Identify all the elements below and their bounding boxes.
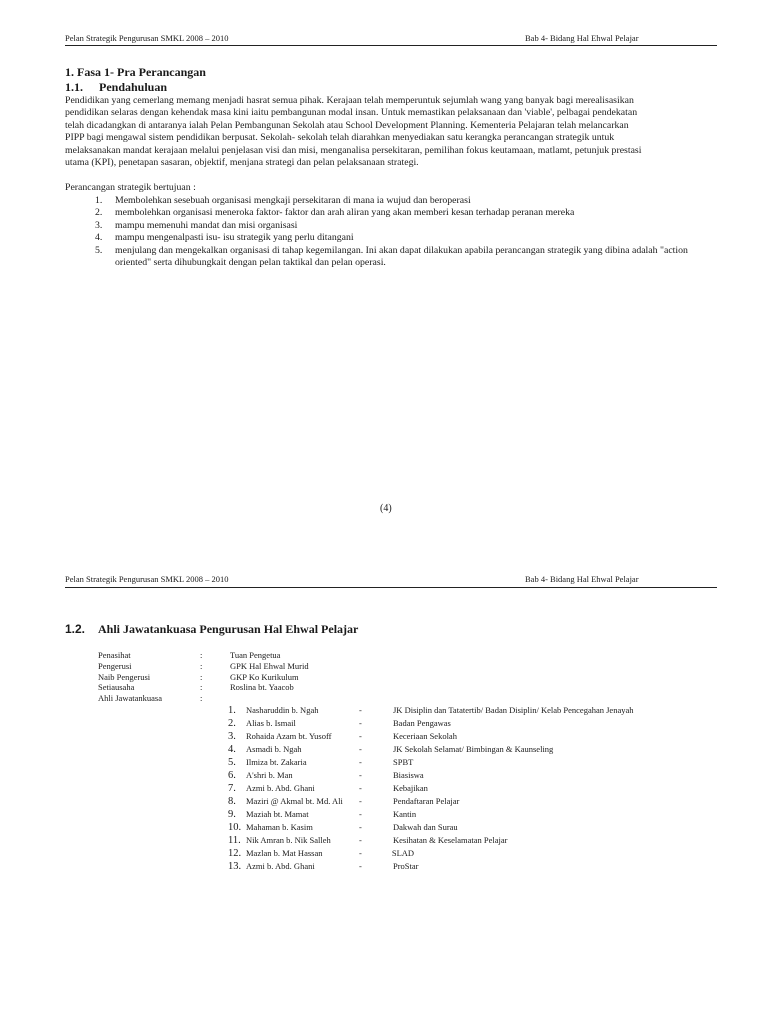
member-dash: - — [359, 731, 362, 741]
member-row — [228, 757, 634, 770]
member-dash — [359, 848, 524, 858]
member-duty: Kebajikan — [393, 783, 428, 793]
member-number: 3. — [228, 731, 236, 742]
member-name: Azmi b. Abd. Ghani — [246, 783, 315, 793]
role-colon: : — [200, 693, 203, 704]
member-number: 12. — [228, 848, 242, 859]
member-duty: SLAD — [391, 848, 415, 858]
member-number: 8. — [228, 796, 236, 807]
member-duty: Kesihatan & Keselamatan Pelajar — [393, 835, 508, 845]
list-item-number: 2. — [95, 207, 103, 219]
member-dash: - — [359, 861, 362, 871]
member-row — [228, 796, 634, 809]
member-duty: Badan Pengawas — [393, 718, 451, 728]
heading-1-1-title: Pendahuluan — [99, 80, 168, 94]
page-number: (4) — [380, 503, 392, 514]
member-name: Nik Amran b. Nik Salleh — [246, 835, 331, 845]
member-number: 9. — [228, 809, 236, 820]
role-row — [98, 650, 309, 661]
list-item-number: 5. — [95, 244, 103, 256]
list-item-number: 3. — [95, 219, 103, 231]
intro-line: utama (KPI), penetapan sasaran, objektif, menjana strategi dan pelan pelaksanaan strategi. — [65, 157, 419, 169]
member-dash: - — [359, 718, 362, 728]
member-name: Mahaman b. Kasim — [246, 822, 313, 832]
committee-roles — [98, 650, 309, 704]
list-item — [95, 207, 715, 219]
heading-1-2-title: Ahli Jawatankuasa Pengurusan Hal Ehwal Pelajar — [98, 622, 359, 636]
member-duty: ProStar — [393, 861, 419, 871]
page1-header-right: Bab 4- Bidang Hal Ehwal Pelajar — [525, 33, 639, 43]
member-row — [228, 835, 634, 848]
list-item-text: mampu mengenalpasti isu- isu strategik yang perlu ditangani — [115, 232, 354, 244]
list-item-text: menjulang dan mengekalkan organisasi di tahap kegemilangan. Ini akan dapat dilakukan apabila perancangan strategik yang dibina adalah "action oriented" serta dihubungkait dengan pelan taktikal dan pelan operasi. — [115, 244, 688, 269]
role-label: Ahli Jawatankuasa — [98, 693, 162, 704]
member-number: 5. — [228, 757, 236, 768]
member-dash: - — [359, 744, 362, 754]
list-item — [95, 220, 715, 232]
section-heading-1-1 — [65, 80, 167, 95]
objectives-intro: Perancangan strategik bertujuan : — [65, 182, 196, 193]
list-item — [95, 245, 715, 270]
section-heading-1-2 — [65, 622, 358, 637]
member-duty: SPBT — [393, 757, 414, 767]
role-colon: : — [200, 682, 203, 693]
member-duty: Keceriaan Sekolah — [393, 731, 457, 741]
member-duty: Biasiswa — [393, 770, 424, 780]
list-item-number: 1. — [95, 195, 103, 206]
member-row — [228, 809, 634, 822]
list-item-text: membolehkan organisasi meneroka faktor- faktor dan arah aliran yang akan memberi kesan terhadap peranan mereka — [115, 207, 575, 219]
page2-header-rule — [65, 587, 717, 588]
list-item — [95, 195, 715, 207]
page2-header-left: Pelan Strategik Pengurusan SMKL 2008 – 2010 — [65, 574, 229, 584]
member-row — [228, 848, 634, 861]
member-name: Mazlan b. Mat Hassan — [246, 848, 323, 858]
role-holder: Tuan Pengetua — [230, 650, 281, 660]
member-name: Ilmiza bt. Zakaria — [246, 757, 307, 767]
list-item-text: Membolehkan sesebuah organisasi mengkaji persekitaran di mana ia wujud dan beroperasi — [115, 195, 471, 206]
member-row — [228, 731, 634, 744]
member-dash: - — [359, 770, 362, 780]
member-row — [228, 705, 634, 718]
heading-1-2-number: 1.2. — [65, 622, 86, 636]
list-item-number: 4. — [95, 232, 103, 244]
member-name: Azmi b. Abd. Ghani — [246, 861, 315, 871]
list-item-text: mampu memenuhi mandat dan misi organisasi — [115, 219, 298, 231]
member-name: A'shri b. Man — [246, 770, 293, 780]
intro-line: pendidikan selaras dengan kehendak masa kini iaitu pembangunan modal insan. Untuk memastikan pelaksanaan dan 'viable', pelbagai pendekatan — [65, 107, 638, 119]
committee-members-list — [228, 705, 634, 874]
role-colon: : — [200, 650, 203, 660]
page2-running-header — [65, 574, 715, 588]
member-number: 1. — [228, 705, 236, 716]
intro-line: Pendidikan yang cemerlang memang menjadi hasrat semua pihak. Kerajaan telah memperuntuk sejumlah wang yang banyak bagi merealisasikan — [65, 95, 634, 106]
member-row — [228, 861, 634, 874]
objectives-list — [95, 195, 715, 269]
member-duty: JK Sekolah Selamat/ Bimbingan & Kaunseling — [393, 744, 554, 754]
member-number: 10. — [228, 822, 242, 833]
list-item — [95, 232, 715, 244]
role-colon: : — [200, 671, 203, 682]
member-dash: - — [359, 783, 362, 793]
member-duty: Pendaftaran Pelajar — [393, 796, 460, 806]
role-holder: GPK Hal Ehwal Murid — [230, 660, 309, 671]
role-colon: : — [200, 660, 203, 671]
member-number: 2. — [228, 718, 236, 729]
member-name: Maziah bt. Mamat — [246, 809, 309, 819]
role-row — [98, 682, 309, 693]
member-dash: - — [359, 757, 362, 767]
member-duty: JK Disiplin dan Tatatertib/ Badan Disiplin/ Kelab Pencegahan Jenayah — [393, 705, 634, 715]
member-number: 6. — [228, 770, 236, 781]
role-row — [98, 693, 309, 704]
role-holder: Roslina bt. Yaacob — [230, 682, 294, 693]
member-dash: - — [359, 809, 362, 819]
section-heading-1: 1. Fasa 1- Pra Perancangan — [65, 65, 206, 79]
role-label: Setiausaha — [98, 682, 135, 693]
member-name: Maziri @ Akmal bt. Md. Ali — [246, 796, 343, 806]
member-number: 7. — [228, 783, 236, 794]
role-label: Naib Pengerusi — [98, 671, 151, 682]
member-dash-text: - — [359, 848, 362, 858]
member-dash: - — [359, 822, 362, 832]
member-number: 13. — [228, 861, 242, 872]
member-name: Nasharuddin b. Ngah — [246, 705, 319, 715]
member-duty: Dakwah dan Surau — [393, 822, 458, 832]
role-row — [98, 661, 309, 672]
page1-header-rule — [65, 45, 717, 46]
member-name: Alias b. Ismail — [246, 718, 296, 728]
heading-1-1-number: 1.1. — [65, 80, 83, 94]
member-row — [228, 783, 634, 796]
intro-line: PIPP bagi mengawal sistem pendidikan berpusat. Sekolah- sekolah telah diarahkan menyediakan satu kerangka perancangan strategik untuk — [65, 132, 615, 144]
member-dash: - — [359, 705, 362, 715]
member-dash: - — [359, 796, 362, 806]
member-dash: - — [359, 835, 362, 845]
role-label: Pengerusi — [98, 660, 132, 671]
member-number: 11. — [228, 835, 241, 846]
member-duty: Kantin — [393, 809, 417, 819]
member-number: 4. — [228, 744, 236, 755]
member-name: Rohaida Azam bt. Yusoff — [246, 731, 332, 741]
member-row — [228, 718, 634, 731]
role-row — [98, 672, 309, 683]
member-row — [228, 770, 634, 783]
member-name: Asmadi b. Ngah — [246, 744, 302, 754]
page1-header-left: Pelan Strategik Pengurusan SMKL 2008 – 2010 — [65, 33, 229, 43]
page2-header-right: Bab 4- Bidang Hal Ehwal Pelajar — [525, 574, 639, 584]
intro-paragraph — [65, 95, 717, 169]
role-label: Penasihat — [98, 650, 131, 660]
member-row — [228, 822, 634, 835]
member-row — [228, 744, 634, 757]
intro-line: telah dicadangkan di antaranya ialah Pelan Pembangunan Sekolah atau School Development Planning. Kementeria Pelajaran telah melancarkan — [65, 119, 629, 131]
role-holder: GKP Ko Kurikulum — [230, 671, 299, 682]
intro-line: melaksanakan mandat kerajaan melalui penjelasan visi dan misi, menganalisa persekitaran, pemilihan fokus keutamaan, matlamt, petunjuk prestasi — [65, 144, 642, 156]
